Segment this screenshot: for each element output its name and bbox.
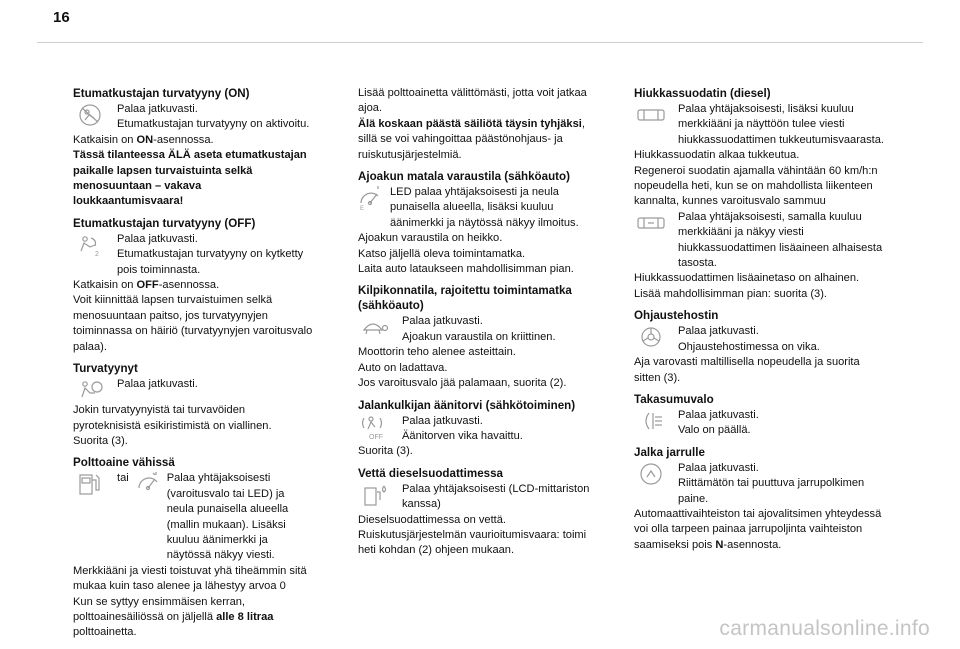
text-line xyxy=(73,595,313,641)
text-line: Palaa yhtäjaksoisesti (LCD-mittariston kanssa) xyxy=(402,482,590,511)
column-1 xyxy=(73,86,313,647)
text-line: Merkkiääni ja viesti toistuvat yhä tiheämmin sitä mukaa kuin taso alenee ja lähestyy arvoa 0 xyxy=(73,564,307,593)
text-line: Hiukkassuodatin alkaa tukkeutua. xyxy=(634,149,800,162)
section-title: Etumatkustajan turvatyyny (OFF) xyxy=(73,216,256,230)
text-line: Katso jäljellä oleva toimintamatka. xyxy=(358,247,526,260)
section-turtle-mode xyxy=(358,283,603,391)
text-line xyxy=(358,117,603,163)
section-title: Kilpikonnatila, rajoitettu toimintamatka (sähköauto) xyxy=(358,284,572,313)
text-line xyxy=(634,507,884,553)
svg-text:OFF: OFF xyxy=(369,433,383,440)
text-line: Regeneroi suodatin ajamalla vähintään 60 km/h:n nopeudella heti, kun se on mahdollista liikenteen kannalta, kunnes varoitusvalo sammuu xyxy=(634,164,878,208)
text-line: Etumatkustajan turvatyyny on kytketty pois toiminnasta. xyxy=(117,248,304,276)
header-divider xyxy=(37,42,923,43)
section-title: Turvatyynyt xyxy=(73,362,138,376)
power-steering-icon xyxy=(634,324,668,350)
warning-text: Älä koskaan päästä säiliötä täysin tyhjäksi xyxy=(358,117,582,130)
text-line: Ajoakun varaustila on kriittinen. xyxy=(402,330,556,343)
column-2 xyxy=(358,86,603,565)
or-label: tai xyxy=(117,472,129,485)
text-line: Dieselsuodattimessa on vettä. xyxy=(358,513,506,526)
text-line: Jokin turvatyynyistä tai turvavöiden pyroteknisistä esikiristimistä on viallinen. xyxy=(73,404,272,432)
foot-on-brake-icon xyxy=(634,461,668,487)
svg-text:2: 2 xyxy=(95,250,99,258)
text-line: Voit kiinnittää lapsen turvaistuimen selkä menosuuntaan paitso, jos turvatyynyjen toiminnassa on häiriö (turvatyynyjen varoitusvalo palaa). xyxy=(73,294,313,353)
text-line: Palaa jatkuvasti. xyxy=(117,232,198,245)
text-line xyxy=(73,133,313,148)
section-power-steering xyxy=(634,308,884,386)
text-line: Äänitorven vika havaittu. xyxy=(402,429,523,442)
text-line: Ohjaustehostimessa on vika. xyxy=(678,340,820,353)
warning-text: Tässä tilanteessa ÄLÄ aseta etumatkustajan paikalle lapsen turvaistuinta selkä menosuuntaan – vakava loukkaantumisvaara! xyxy=(73,149,307,208)
section-foot-on-brake xyxy=(634,445,884,553)
text-line: Jos varoitusvalo jää palamaan, suorita (2). xyxy=(358,377,567,390)
page-number: 16 xyxy=(53,9,70,26)
text-line xyxy=(73,278,313,293)
text-span: -asennossa. xyxy=(158,279,220,292)
section-water-in-diesel xyxy=(358,466,603,559)
text-line: Suorita (3). xyxy=(358,445,413,458)
switch-position: OFF xyxy=(136,279,159,292)
text-line: Valo on päällä. xyxy=(678,424,751,437)
section-fuel-continued xyxy=(358,86,603,163)
section-title: Ajoakun matala varaustila (sähköauto) xyxy=(358,170,570,184)
text-line: Palaa yhtäjaksoisesti (varoitusvalo tai LED) ja neula punaisella alueella (mallin mukaan). Lisäksi kuuluu äänimerkki ja näytössä näkyy viesti. xyxy=(166,472,289,562)
text-line: Etumatkustajan turvatyyny on aktivoitu. xyxy=(117,118,310,131)
text-line: Moottorin teho alenee asteittain. xyxy=(358,346,516,359)
text-line: Palaa jatkuvasti. xyxy=(117,103,198,115)
gear-position: N xyxy=(715,538,724,551)
fuel-led-icon xyxy=(135,471,161,497)
section-particle-filter xyxy=(634,86,884,302)
text-line: Palaa jatkuvasti. xyxy=(678,408,759,421)
text-line: Laita auto lataukseen mahdollisimman pian. xyxy=(358,263,574,276)
svg-text:E: E xyxy=(360,206,365,212)
text-line: Hiukkassuodattimen lisäainetaso on alhainen. xyxy=(634,272,860,285)
water-in-diesel-filter-icon xyxy=(358,482,392,508)
column-3 xyxy=(634,86,884,559)
passenger-airbag-on-icon xyxy=(73,102,107,128)
fuel-pump-icon xyxy=(73,471,107,497)
particle-filter-icon xyxy=(634,102,668,128)
battery-low-charge-icon xyxy=(358,185,384,211)
text-line: Palaa jatkuvasti. xyxy=(117,378,198,391)
text-span: Automaattivaihteiston tai ajovalitsimen yhteydessä voi olla tarpeen painaa jarrupoljinta vaihteiston saamiseksi pois xyxy=(634,507,882,551)
text-line: Palaa jatkuvasti. xyxy=(402,414,483,427)
fuel-amount: alle 8 litraa xyxy=(216,610,274,623)
section-title: Vettä dieselsuodattimessa xyxy=(358,466,503,480)
section-title: Polttoaine vähissä xyxy=(73,456,175,470)
rear-fog-light-icon xyxy=(634,408,668,434)
section-title: Takasumuvalo xyxy=(634,392,714,406)
section-rear-fog-light xyxy=(634,392,884,439)
text-span: -asennosta. xyxy=(723,538,782,551)
text-line: Lisää mahdollisimman pian: suorita (3). xyxy=(634,287,827,300)
switch-position: ON xyxy=(136,133,154,146)
text-line: Palaa jatkuvasti. xyxy=(678,461,759,474)
section-low-fuel xyxy=(73,455,313,640)
passenger-airbag-off-icon xyxy=(73,232,107,258)
section-passenger-airbag-off xyxy=(73,216,313,355)
text-line: Palaa yhtäjaksoisesti, samalla kuuluu merkkiääni ja näkyy viesti hiukkassuodattimen lisäaineen alhaisesta tasosta. xyxy=(678,210,883,270)
text-line: Palaa jatkuvasti. xyxy=(402,315,483,328)
section-title: Jalankulkijan äänitorvi (sähkötoiminen) xyxy=(358,398,576,412)
text-line: Palaa yhtäjaksoisesti, lisäksi kuuluu merkkiääni ja näyttöön tulee viesti hiukkassuodattimen tukkeutumisvaarasta. xyxy=(678,103,884,146)
text-line: LED palaa yhtäjaksoisesti ja neula punaisella alueella, lisäksi kuuluu äänimerkki ja näytössä näkyy ilmoitus. xyxy=(390,186,579,229)
section-title: Jalka jarrulle xyxy=(634,445,705,459)
pedestrian-horn-off-icon xyxy=(358,414,392,440)
section-airbags xyxy=(73,361,313,449)
text-line: Ajoakun varaustila on heikko. xyxy=(358,232,503,245)
section-title: Etumatkustajan turvatyyny (ON) xyxy=(73,87,250,100)
text-line: Aja varovasti maltillisella nopeudella ja suorita sitten (3). xyxy=(634,356,860,384)
text-line: Riittämätön tai puuttuva jarrupolkimen paine. xyxy=(678,477,865,505)
text-span: -asennossa. xyxy=(153,133,214,146)
text-span: , sillä se voi vahingoittaa päästönohjaus- ja ruiskutusjärjestelmiä. xyxy=(358,117,585,161)
particle-filter-additive-icon xyxy=(634,210,668,236)
section-pedestrian-horn xyxy=(358,398,603,460)
turtle-mode-icon xyxy=(358,314,392,340)
watermark: carmanualsonline.info xyxy=(719,617,930,640)
text-line: Palaa jatkuvasti. xyxy=(678,325,759,338)
text-line: Ruiskutusjärjestelmän vaurioitumisvaara: toimi heti kohdan (2) ohjeen mukaan. xyxy=(358,528,587,557)
text-span: Kun se syttyy ensimmäisen kerran, polttoainesäiliössä on jäljellä xyxy=(73,595,246,623)
text-line: Auto on ladattava. xyxy=(358,361,448,374)
text-span: Katkaisin on xyxy=(73,133,137,146)
section-title: Ohjaustehostin xyxy=(634,309,719,323)
section-title: Hiukkassuodatin (diesel) xyxy=(634,87,771,100)
text-span: polttoainetta. xyxy=(73,626,137,639)
airbag-icon xyxy=(73,377,107,403)
section-low-battery xyxy=(358,169,603,277)
text-span: Katkaisin on xyxy=(73,279,137,292)
text-line: Lisää polttoainetta välittömästi, jotta voit jatkaa ajoa. xyxy=(358,87,587,115)
text-line: Suorita (3). xyxy=(73,434,128,447)
section-passenger-airbag-on xyxy=(73,86,313,210)
